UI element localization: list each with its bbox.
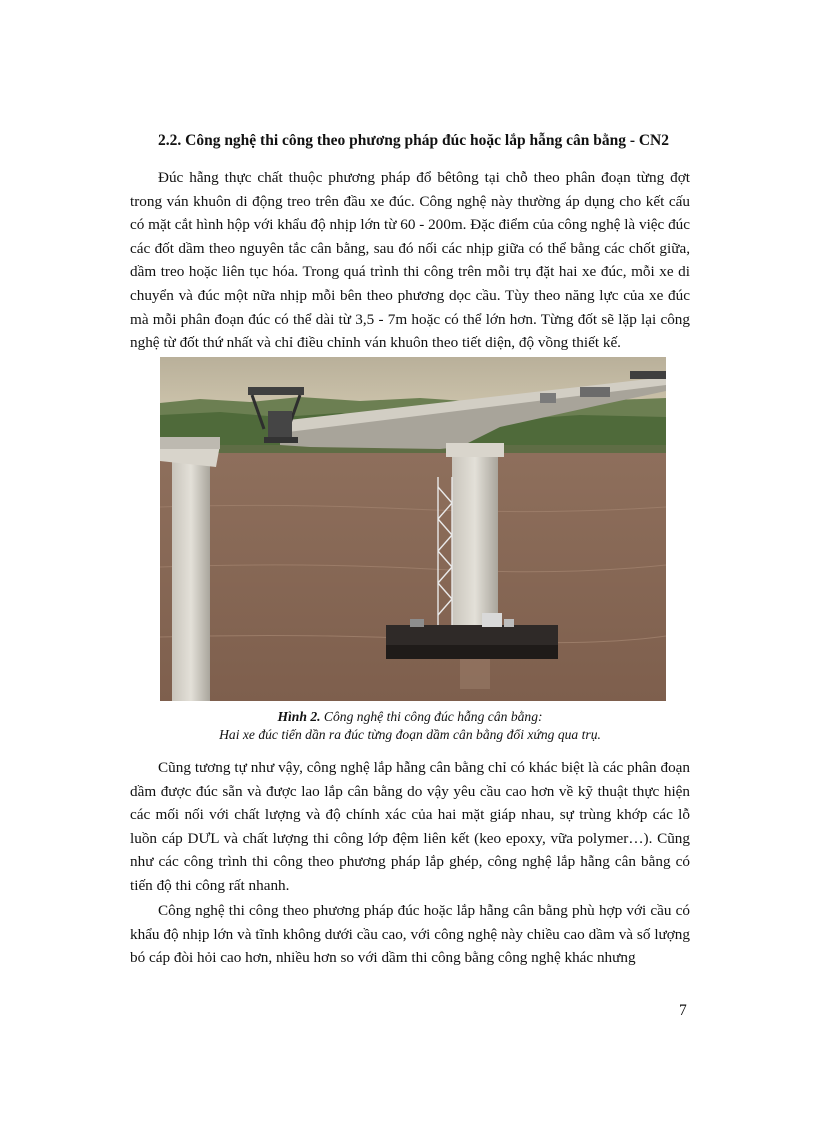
bridge-construction-photo [160,357,666,701]
bridge-photo-illustration [160,357,666,701]
caption-title: Công nghệ thi công đúc hẫng cân bằng: [320,709,543,724]
caption-line-2: Hai xe đúc tiến dần ra đúc từng đoạn dầm cân bằng đối xứng qua trụ. [219,727,601,742]
figure-caption [130,708,690,744]
section-heading: 2.2. Công nghệ thi công theo phương pháp đúc hoặc lắp hẫng cân bằng - CN2 [158,132,669,149]
figure-label: Hình 2. [277,709,321,724]
caption-line-1 [130,708,690,726]
paragraph-3: Công nghệ thi công theo phương pháp đúc hoặc lắp hẫng cân bằng phù hợp với cầu có khẩu độ nhịp lớn và tĩnh không dưới cầu cao, với công nghệ này chiều cao dầm và số lượng bó cáp đòi hỏi cao hơn, nhiều hơn so với dầm thi công bằng công nghệ khác nhưng [130,902,690,967]
paragraph-2: Cũng tương tự như vậy, công nghệ lắp hẫng cân bằng chỉ có khác biệt là các phân đoạn dầm được đúc sẵn và được lao lắp cân bằng do vậy yêu cầu cao hơn về kỹ thuật thực hiện các mối nối với chất lượng và độ chính xác của hai mặt giáp nhau, sự trùng khớp các lỗ luồn cáp DƯL và chất lượng thi công lớp đệm liên kết (keo epoxy, vữa polymer…). Cũng như các công trình thi công theo phương pháp lắp ghép, công nghệ lắp hẫng cân bằng có tiến độ thi công rất nhanh. [130,759,690,894]
paragraph-1: Đúc hẫng thực chất thuộc phương pháp đổ bêtông tại chỗ theo phân đoạn từng đợt trong ván khuôn di động treo trên đầu xe đúc. Công nghệ này thường áp dụng cho kết cấu có mặt cắt hình hộp với khẩu độ nhịp lớn từ 60 - 200m. Đặc điểm của công nghệ là việc đúc các đốt dầm theo nguyên tắc cân bằng, sau đó nối các nhịp giữa có thể bằng các chốt giữa, dầm treo hoặc liên tục hóa. Trong quá trình thi công trên mỗi trụ đặt hai xe đúc, mỗi xe di chuyển và đúc một nữa nhịp mỗi bên theo phương dọc cầu. Tùy theo năng lực của xe đúc mà mỗi phân đoạn đúc có thể dài từ 3,5 - 7m hoặc có thể lớn hơn. Từng đốt sẽ lặp lại công nghệ từ đốt thứ nhất và chỉ điều chỉnh ván khuôn theo tiết diện, độ vồng thiết kế. [130,169,690,352]
page-number: 7 [679,1002,687,1019]
